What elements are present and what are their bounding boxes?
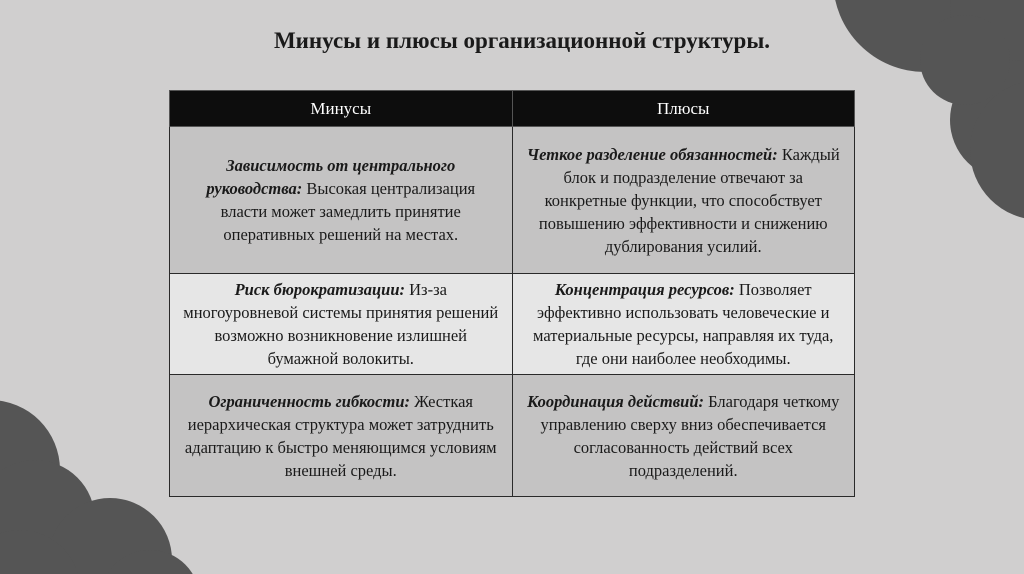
table-row <box>170 274 855 375</box>
cell-term: Зависимость от центрального руководства: <box>206 156 456 198</box>
minus-cell <box>170 274 513 375</box>
minus-cell <box>170 127 513 274</box>
slide-title: Минусы и плюсы организационной структуры. <box>273 28 771 53</box>
cell-term: Четкое разделение обязанностей: <box>526 144 778 164</box>
plus-cell <box>512 127 855 274</box>
plus-cell <box>512 375 855 497</box>
cell-term: Координация действий: <box>527 391 704 411</box>
table-row <box>170 127 855 274</box>
cell-text: Из-за многоуровневой системы принятия решений возможно возникновение излишней бумажной волокиты. <box>183 280 499 368</box>
table-row <box>170 375 855 497</box>
cell-term: Риск бюрократизации: <box>234 280 406 299</box>
cell-term: Концентрация ресурсов: <box>554 280 735 299</box>
cell-text: Благодаря четкому управлению сверху вниз обеспечивается согласованность действий всех подразделений. <box>540 391 840 480</box>
plus-cell <box>512 274 855 375</box>
header-plus: Плюсы <box>512 91 855 127</box>
cell-text: Высокая централизация власти может замедлить принятие оперативных решений на местах. <box>220 179 476 244</box>
pros-cons-table <box>169 90 855 497</box>
minus-cell <box>170 375 513 497</box>
header-minus: Минусы <box>170 91 513 127</box>
cell-text: Жесткая иерархическая структура может затруднить адаптацию к быстро меняющимся условиям внешней среды. <box>184 391 497 480</box>
cell-term: Ограниченность гибкости: <box>208 391 410 411</box>
cell-text: Каждый блок и подразделение отвечают за конкретные функции, что способствует повышению эффективности и снижению дублирования усилий. <box>538 144 840 256</box>
cell-text: Позволяет эффективно использовать человеческие и материальные ресурсы, направляя их туда, где они наиболее необходимы. <box>533 280 834 368</box>
table-header-row <box>170 91 855 127</box>
